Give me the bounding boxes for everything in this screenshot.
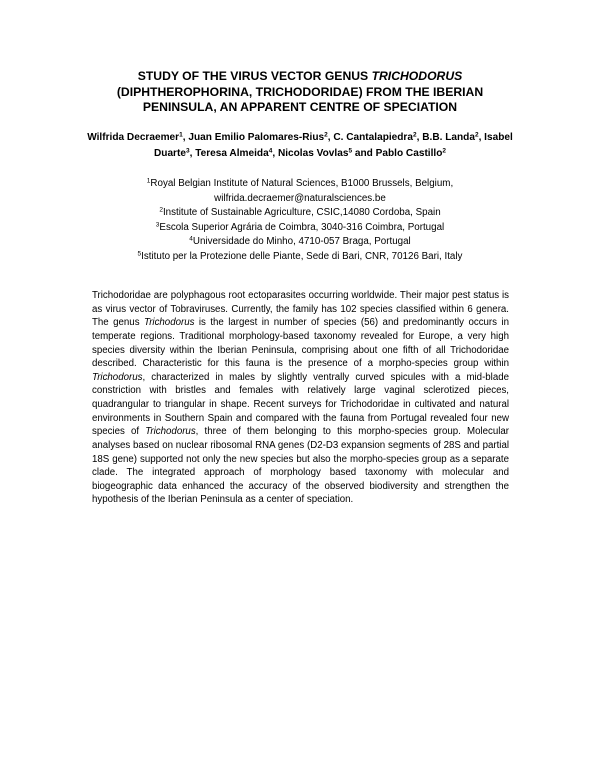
author-separator: , [416, 132, 423, 143]
affiliation-1: $^1$Royal Belgian Institute of Natural Sciences, B1000 Brussels, Belgium, [146, 177, 454, 189]
title-genus: TRICHODORUS [371, 69, 463, 83]
author-name: Teresa Almeida [195, 147, 269, 159]
author-separator: , [182, 132, 189, 143]
affiliation-2: $^2$Institute of Sustainable Agriculture, CSIC,14080 Cordoba, Spain [159, 206, 441, 219]
author-affiliation-mark: 1 [179, 131, 183, 139]
author-separator: , [189, 147, 196, 159]
genus-italic: Trichodorus [92, 371, 143, 383]
author-name: Wilfrida Decraemer [87, 132, 180, 143]
author-name: B.B. Landa [422, 132, 475, 143]
affiliation-5: $^5$Istituto per la Protezione delle Piante, Sede di Bari, CNR, 70126 Bari, Italy [137, 250, 463, 262]
title-line-2: (DIPHTHEROPHORINA, TRICHODORIDAE) FROM THE IBERIAN [116, 84, 484, 99]
abstract-paragraph: Trichodoridae are polyphagous root ectoparasites occurring worldwide. Their major pest status is as virus vector of Tobraviruses. Currently, the family has 102 species classified within 6 genera. The genus Trichodorus is the largest in number of species (56) and predominantly occurs in temperate regions. Traditional morphology-based taxonomy revealed for Europe, a very high species diversity within the Iberian Peninsula, comprising about one fifth of all Trichodoridae described. Characteristic for this fauna is the presence of a morpho-species group within Trichodorus, characterized in males by slightly ventrally curved spicules with a mid-blade constriction with bristles and females with relatively large vaginal sclerotized pieces, quadrangular to triangular in shape. Recent surveys for Trichodoridae in cultivated and natural environments in Southern Spain and compared with the fauna from Portugal revealed four new species of Trichodorus, three of them belonging to this morpho-species group. Molecular analyses based on nuclear ribosomal RNA genes (D2-D3 expansion segments of 28S and partial 18S gene) supported not only the new species but also the morpho-species group as a separate clade. The integrated approach of morphology based taxonomy with molecular and biogeographic data enhanced the accuracy of the observed biodiversity and strengthen the hypothesis of the Iberian Peninsula as a center of speciation. [92, 290, 509, 506]
author-affiliation-mark: 2 [412, 131, 417, 139]
genus-italic: Trichodorus [145, 426, 196, 438]
author-affiliation-mark: 5 [348, 147, 353, 155]
author-separator: , [327, 132, 334, 143]
author-affiliation-mark: 2 [324, 131, 328, 139]
author-separator: , [478, 132, 485, 143]
author-affiliation-mark: 2 [474, 131, 479, 139]
paper-title [90, 69, 510, 116]
author-list [82, 130, 518, 162]
author-name: Nicolas Vovlas [277, 147, 349, 159]
title-line-3: PENINSULA, AN APPARENT CENTRE OF SPECIATION [142, 100, 458, 114]
author-affiliation-mark: 3 [185, 147, 190, 155]
title-line-1: STUDY OF THE VIRUS VECTOR GENUS TRICHODORUS [137, 69, 463, 83]
affiliation-3: $^3$Escola Superior Agrária de Coimbra, 3040-316 Coimbra, Portugal [155, 221, 445, 233]
affiliations [90, 177, 510, 265]
author-name: C. Cantalapiedra [333, 132, 413, 143]
author-affiliation-mark: 2 [442, 147, 447, 155]
affiliation-4: $^4$Universidade do Minho, 4710-057 Braga, Portugal [189, 235, 411, 248]
author-name: Pablo Castillo [375, 147, 443, 159]
author-affiliation-mark: 4 [268, 147, 273, 155]
affiliation-email: wilfrida.decraemer@naturalsciences.be [214, 192, 386, 204]
author-name: Juan Emilio Palomares-Rius [188, 132, 325, 143]
author-name: Isabel Duarte [153, 132, 513, 159]
genus-italic: Trichodorus [144, 317, 195, 329]
author-separator: and [352, 147, 376, 159]
author-separator: , [272, 147, 278, 159]
